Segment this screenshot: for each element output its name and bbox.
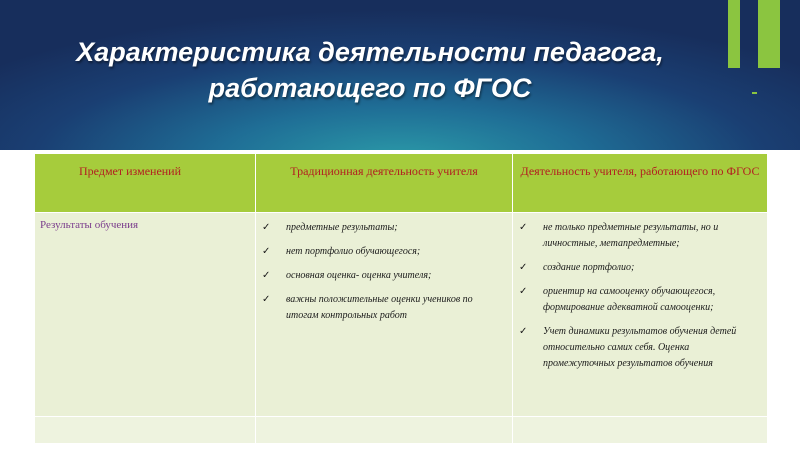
check-bullet-icon: ✓ — [262, 246, 271, 257]
title-line-1: Характеристика деятельности педагога, — [76, 37, 664, 67]
accent-bar — [728, 0, 740, 68]
list-item: ✓ важны положительные оценки учеников по итогам контрольных работ — [262, 294, 473, 321]
list-item: ✓ ориентир на самооценку обучающегося, формирование адекватной самооценки; — [519, 286, 716, 313]
empty-cell — [256, 417, 513, 444]
list-item: ✓ Учет динамики результатов обучения детей относительно самих себя. Оценка промежуточных результатов обучения — [519, 326, 737, 369]
list-item: ✓ создание портфолио; — [519, 260, 761, 276]
list-item: ✓ основная оценка- оценка учителя; — [262, 268, 506, 284]
accent-bar — [758, 0, 780, 68]
check-bullet-icon: ✓ — [519, 326, 528, 337]
header-traditional: Традиционная деятельность учителя — [256, 154, 513, 213]
check-bullet-icon: ✓ — [519, 262, 528, 273]
slide-header — [0, 0, 800, 150]
empty-cell — [513, 417, 768, 444]
fgos-cell — [513, 213, 768, 417]
accent-bar — [752, 92, 757, 94]
list-item: ✓ нет портфолио обучающегося; — [262, 244, 506, 260]
check-bullet-icon: ✓ — [519, 222, 528, 233]
traditional-cell — [256, 213, 513, 417]
list-item: ✓ не только предметные результаты, но и личностные, метапредметные; — [519, 222, 719, 249]
fgos-list — [513, 213, 767, 372]
header-subject: Предмет изменений — [35, 154, 256, 213]
table-header-row — [35, 154, 768, 213]
slide-title — [40, 34, 700, 106]
check-bullet-icon: ✓ — [262, 222, 271, 233]
table-row — [35, 213, 768, 417]
empty-cell — [35, 417, 256, 444]
row-label: Результаты обучения — [35, 213, 256, 417]
check-bullet-icon: ✓ — [262, 270, 271, 281]
header-fgos: Деятельность учителя, работающего по ФГОС — [513, 154, 768, 213]
check-bullet-icon: ✓ — [262, 294, 271, 305]
list-item: ✓ предметные результаты; — [262, 220, 506, 236]
table-row-empty — [35, 417, 768, 444]
traditional-list — [256, 213, 512, 324]
title-line-2: работающего по ФГОС — [208, 73, 532, 103]
comparison-table — [34, 153, 768, 444]
check-bullet-icon: ✓ — [519, 286, 528, 297]
